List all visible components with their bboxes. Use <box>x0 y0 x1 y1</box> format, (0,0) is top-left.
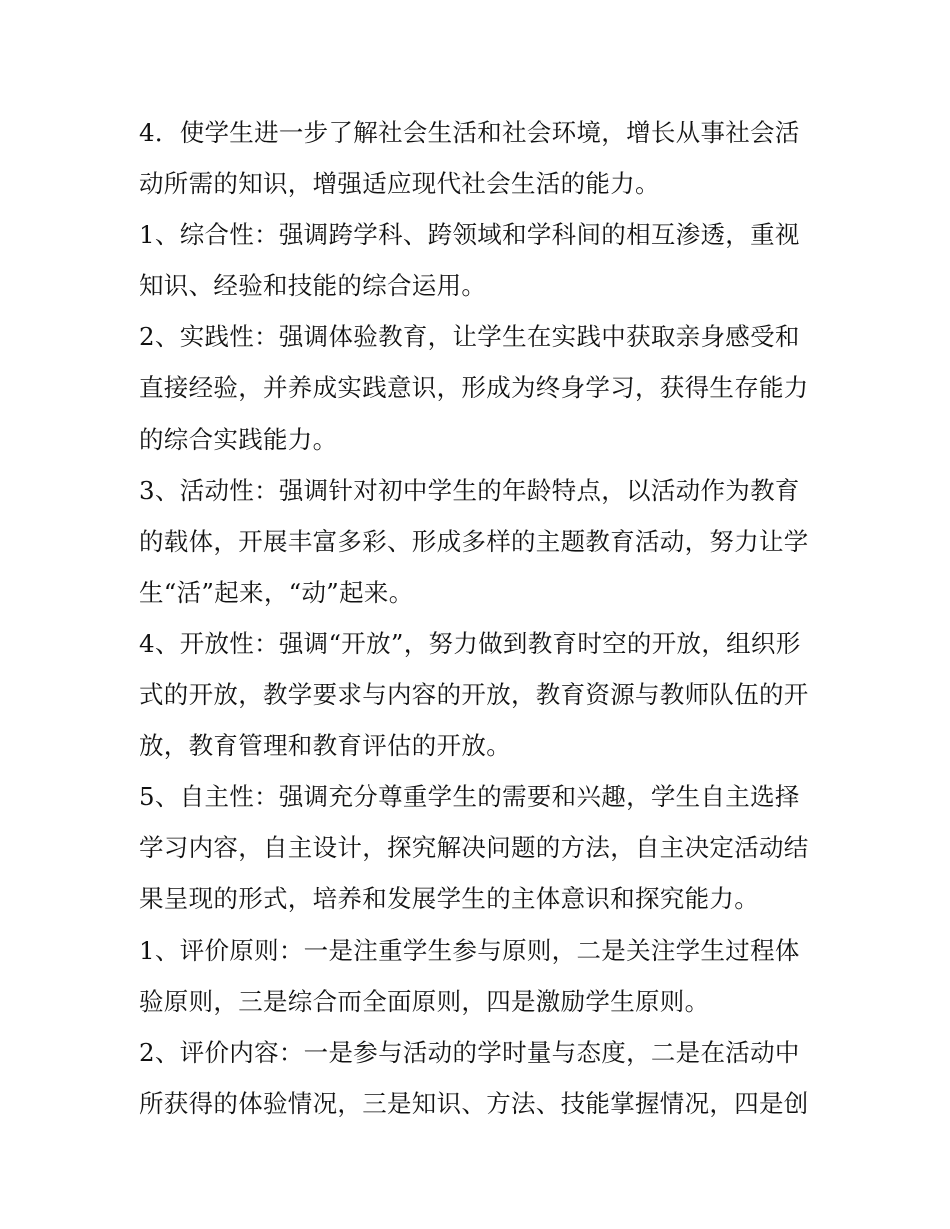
paragraph-activity: 3、活动性：强调针对初中学生的年龄特点，以活动作为教育的载体，开展丰富多彩、形成多样的主题教育活动，努力让学生“活”起来，“动”起来。 <box>139 475 809 607</box>
paragraph-autonomy: 5、自主性：强调充分尊重学生的需要和兴趣，学生自主选择学习内容，自主设计，探究解决问题的方法，自主决定活动结果呈现的形式，培养和发展学生的主体意识和探究能力。 <box>139 782 809 914</box>
document-body <box>139 107 819 1129</box>
paragraph-openness: 4、开放性：强调“开放”，努力做到教育时空的开放，组织形式的开放，教学要求与内容的开放，教育资源与教师队伍的开放，教育管理和教育评估的开放。 <box>139 628 809 761</box>
paragraph-evaluation-content: 2、评价内容：一是参与活动的学时量与态度，二是在活动中所获得的体验情况，三是知识、方法、技能掌握情况，四是创 <box>139 1037 809 1118</box>
paragraph-practical: 2、实践性：强调体验教育，让学生在实践中获取亲身感受和直接经验，并养成实践意识，形成为终身学习，获得生存能力的综合实践能力。 <box>139 322 809 454</box>
paragraph-comprehensive: 1、综合性：强调跨学科、跨领域和学科间的相互渗透，重视知识、经验和技能的综合运用。 <box>139 220 800 301</box>
paragraph-evaluation-principles: 1、评价原则：一是注重学生参与原则，二是关注学生过程体验原则，三是综合而全面原则，四是激励学生原则。 <box>139 935 800 1016</box>
paragraph-goal-4: 4．使学生进一步了解社会生活和社会环境，增长从事社会活动所需的知识，增强适应现代社会生活的能力。 <box>139 118 800 199</box>
